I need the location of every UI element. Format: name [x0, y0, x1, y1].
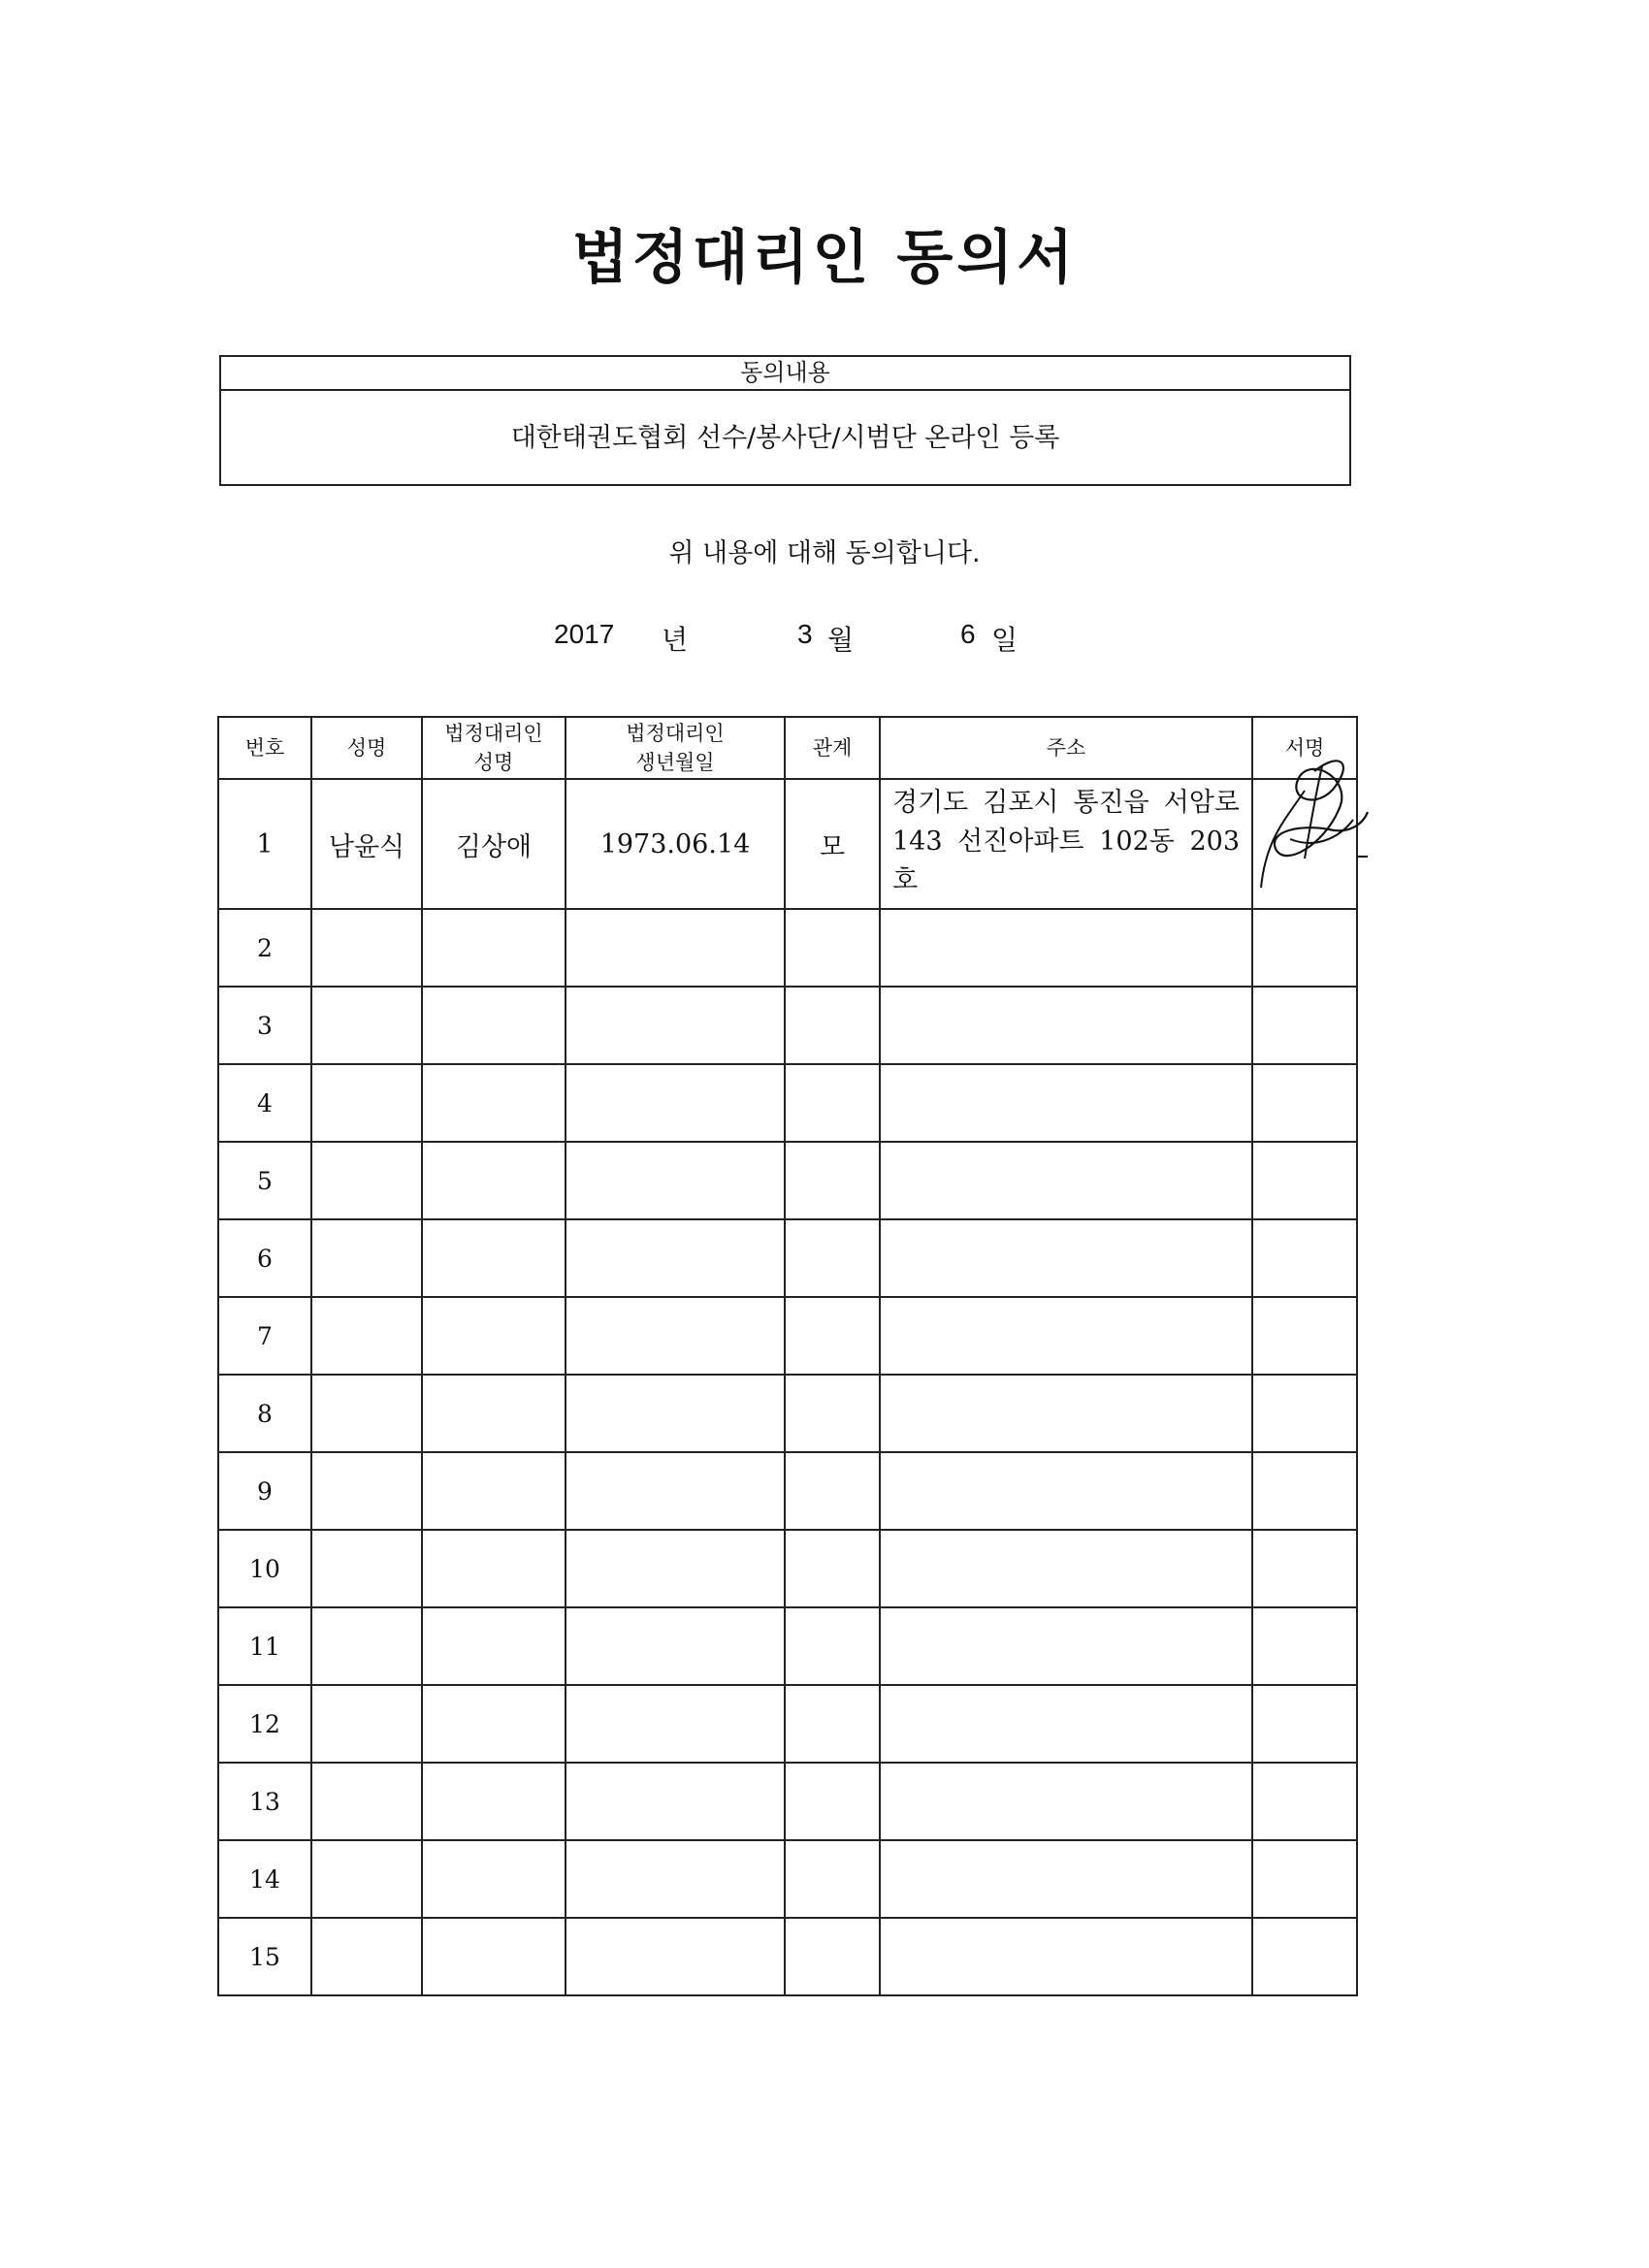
- cell-birth: [566, 1840, 785, 1918]
- table-row: [218, 909, 1357, 987]
- cell-guardian: [422, 1142, 566, 1219]
- cell-birth: [566, 987, 785, 1064]
- table-row: [218, 779, 1357, 909]
- cell-address: [880, 1607, 1252, 1685]
- cell-name: [311, 1064, 422, 1142]
- cell-no: 7: [218, 1297, 311, 1375]
- table-header-row: [218, 717, 1357, 779]
- header-address: 주소: [880, 717, 1252, 779]
- cell-name: 남윤식: [311, 779, 422, 909]
- cell-signature: [1252, 1685, 1357, 1763]
- table-row: [218, 1142, 1357, 1219]
- cell-guardian: [422, 1375, 566, 1452]
- cell-relation: [785, 1219, 880, 1297]
- header-guardian-birth: [566, 717, 785, 779]
- header-name: 성명: [311, 717, 422, 779]
- cell-guardian: [422, 1840, 566, 1918]
- cell-relation: [785, 1763, 880, 1840]
- cell-name: [311, 1452, 422, 1530]
- table-row: [218, 1064, 1357, 1142]
- cell-signature: [1252, 987, 1357, 1064]
- cell-address: 경기도 김포시 통진읍 서암로 143 선진아파트 102동 203호: [880, 779, 1252, 909]
- cell-relation: [785, 1840, 880, 1918]
- table-row: [218, 1607, 1357, 1685]
- cell-name: [311, 1142, 422, 1219]
- cell-relation: [785, 1064, 880, 1142]
- cell-name: [311, 1607, 422, 1685]
- cell-guardian: [422, 1607, 566, 1685]
- cell-guardian: [422, 1918, 566, 1995]
- cell-address: [880, 1918, 1252, 1995]
- cell-birth: [566, 909, 785, 987]
- cell-address: [880, 909, 1252, 987]
- cell-relation: [785, 1530, 880, 1607]
- cell-name: [311, 1219, 422, 1297]
- cell-name: [311, 1685, 422, 1763]
- header-guardian-name-line1: 법정대리인: [444, 722, 543, 745]
- cell-name: [311, 1763, 422, 1840]
- cell-birth: [566, 1297, 785, 1375]
- cell-address: [880, 1763, 1252, 1840]
- cell-address: [880, 1064, 1252, 1142]
- cell-address: [880, 987, 1252, 1064]
- table-row: [218, 1219, 1357, 1297]
- header-guardian-name-line2: 성명: [473, 751, 514, 774]
- cell-no: 10: [218, 1530, 311, 1607]
- cell-guardian: [422, 1297, 566, 1375]
- cell-relation: 모: [785, 779, 880, 909]
- cell-signature: [1252, 1219, 1357, 1297]
- cell-address: [880, 1142, 1252, 1219]
- date-month-unit: 월: [827, 625, 855, 655]
- cell-relation: [785, 1297, 880, 1375]
- cell-birth: [566, 1452, 785, 1530]
- cell-relation: [785, 909, 880, 987]
- cell-signature: [1252, 1297, 1357, 1375]
- guardian-roster-table: [217, 716, 1358, 1996]
- cell-no: 4: [218, 1064, 311, 1142]
- cell-signature: [1252, 1142, 1357, 1219]
- cell-no: 14: [218, 1840, 311, 1918]
- header-guardian-name: [422, 717, 566, 779]
- page-title: 법정대리인 동의서: [571, 224, 1078, 292]
- cell-signature: [1252, 1763, 1357, 1840]
- cell-signature: [1252, 909, 1357, 987]
- cell-relation: [785, 1142, 880, 1219]
- cell-signature: [1252, 1375, 1357, 1452]
- date-year: 2017: [554, 619, 615, 649]
- cell-birth: [566, 1607, 785, 1685]
- consent-content-header: 동의내용: [221, 357, 1349, 391]
- cell-no: 15: [218, 1918, 311, 1995]
- cell-no: 12: [218, 1685, 311, 1763]
- cell-name: [311, 1918, 422, 1995]
- cell-signature: [1252, 1918, 1357, 1995]
- consent-content-body: 대한태권도협회 선수/봉사단/시범단 온라인 등록: [510, 423, 1060, 453]
- cell-name: [311, 1840, 422, 1918]
- cell-guardian: [422, 1763, 566, 1840]
- table-row: [218, 1840, 1357, 1918]
- cell-relation: [785, 1452, 880, 1530]
- cell-address: [880, 1685, 1252, 1763]
- table-row: [218, 1918, 1357, 1995]
- cell-address: [880, 1840, 1252, 1918]
- cell-no: 2: [218, 909, 311, 987]
- cell-birth: [566, 1685, 785, 1763]
- header-relation: 관계: [785, 717, 880, 779]
- cell-no: 6: [218, 1219, 311, 1297]
- table-row: [218, 987, 1357, 1064]
- table-row: [218, 1685, 1357, 1763]
- cell-relation: [785, 987, 880, 1064]
- cell-signature: [1252, 1840, 1357, 1918]
- cell-address: [880, 1219, 1252, 1297]
- date-day-unit: 일: [991, 625, 1018, 655]
- cell-relation: [785, 1607, 880, 1685]
- consent-content-box: [219, 355, 1351, 486]
- cell-guardian: [422, 1530, 566, 1607]
- cell-name: [311, 987, 422, 1064]
- cell-relation: [785, 1685, 880, 1763]
- header-no: 번호: [218, 717, 311, 779]
- cell-guardian: [422, 1219, 566, 1297]
- cell-no: 3: [218, 987, 311, 1064]
- cell-no: 8: [218, 1375, 311, 1452]
- cell-guardian: [422, 1452, 566, 1530]
- cell-guardian: [422, 1685, 566, 1763]
- table-row: [218, 1452, 1357, 1530]
- cell-no: 9: [218, 1452, 311, 1530]
- cell-name: [311, 909, 422, 987]
- cell-name: [311, 1375, 422, 1452]
- cell-address: [880, 1530, 1252, 1607]
- signature-mark: [1246, 732, 1373, 902]
- cell-birth: [566, 1142, 785, 1219]
- cell-no: 1: [218, 779, 311, 909]
- header-guardian-birth-line1: 법정대리인: [626, 722, 725, 745]
- cell-no: 11: [218, 1607, 311, 1685]
- cell-birth: [566, 1530, 785, 1607]
- cell-guardian: 김상애: [422, 779, 566, 909]
- cell-signature: [1252, 1530, 1357, 1607]
- cell-signature: [1252, 1607, 1357, 1685]
- cell-guardian: [422, 987, 566, 1064]
- cell-signature: [1252, 1064, 1357, 1142]
- cell-name: [311, 1297, 422, 1375]
- cell-address: [880, 1375, 1252, 1452]
- agreement-statement: 위 내용에 대해 동의합니다.: [668, 538, 981, 568]
- table-row: [218, 1530, 1357, 1607]
- cell-address: [880, 1297, 1252, 1375]
- cell-signature: [1252, 1452, 1357, 1530]
- cell-birth: [566, 1375, 785, 1452]
- cell-birth: [566, 1763, 785, 1840]
- header-guardian-birth-line2: 생년월일: [635, 751, 715, 774]
- cell-birth: [566, 1219, 785, 1297]
- cell-guardian: [422, 1064, 566, 1142]
- table-row: [218, 1763, 1357, 1840]
- date-year-unit: 년: [662, 625, 689, 655]
- cell-no: 13: [218, 1763, 311, 1840]
- cell-birth: 1973.06.14: [566, 779, 785, 909]
- table-row: [218, 1375, 1357, 1452]
- date-month: 3: [797, 619, 813, 649]
- cell-relation: [785, 1918, 880, 1995]
- table-row: [218, 1297, 1357, 1375]
- date-day: 6: [960, 619, 976, 649]
- cell-birth: [566, 1918, 785, 1995]
- cell-name: [311, 1530, 422, 1607]
- cell-birth: [566, 1064, 785, 1142]
- cell-relation: [785, 1375, 880, 1452]
- cell-no: 5: [218, 1142, 311, 1219]
- cell-address: [880, 1452, 1252, 1530]
- cell-guardian: [422, 909, 566, 987]
- header-signature: 서명: [1252, 717, 1357, 779]
